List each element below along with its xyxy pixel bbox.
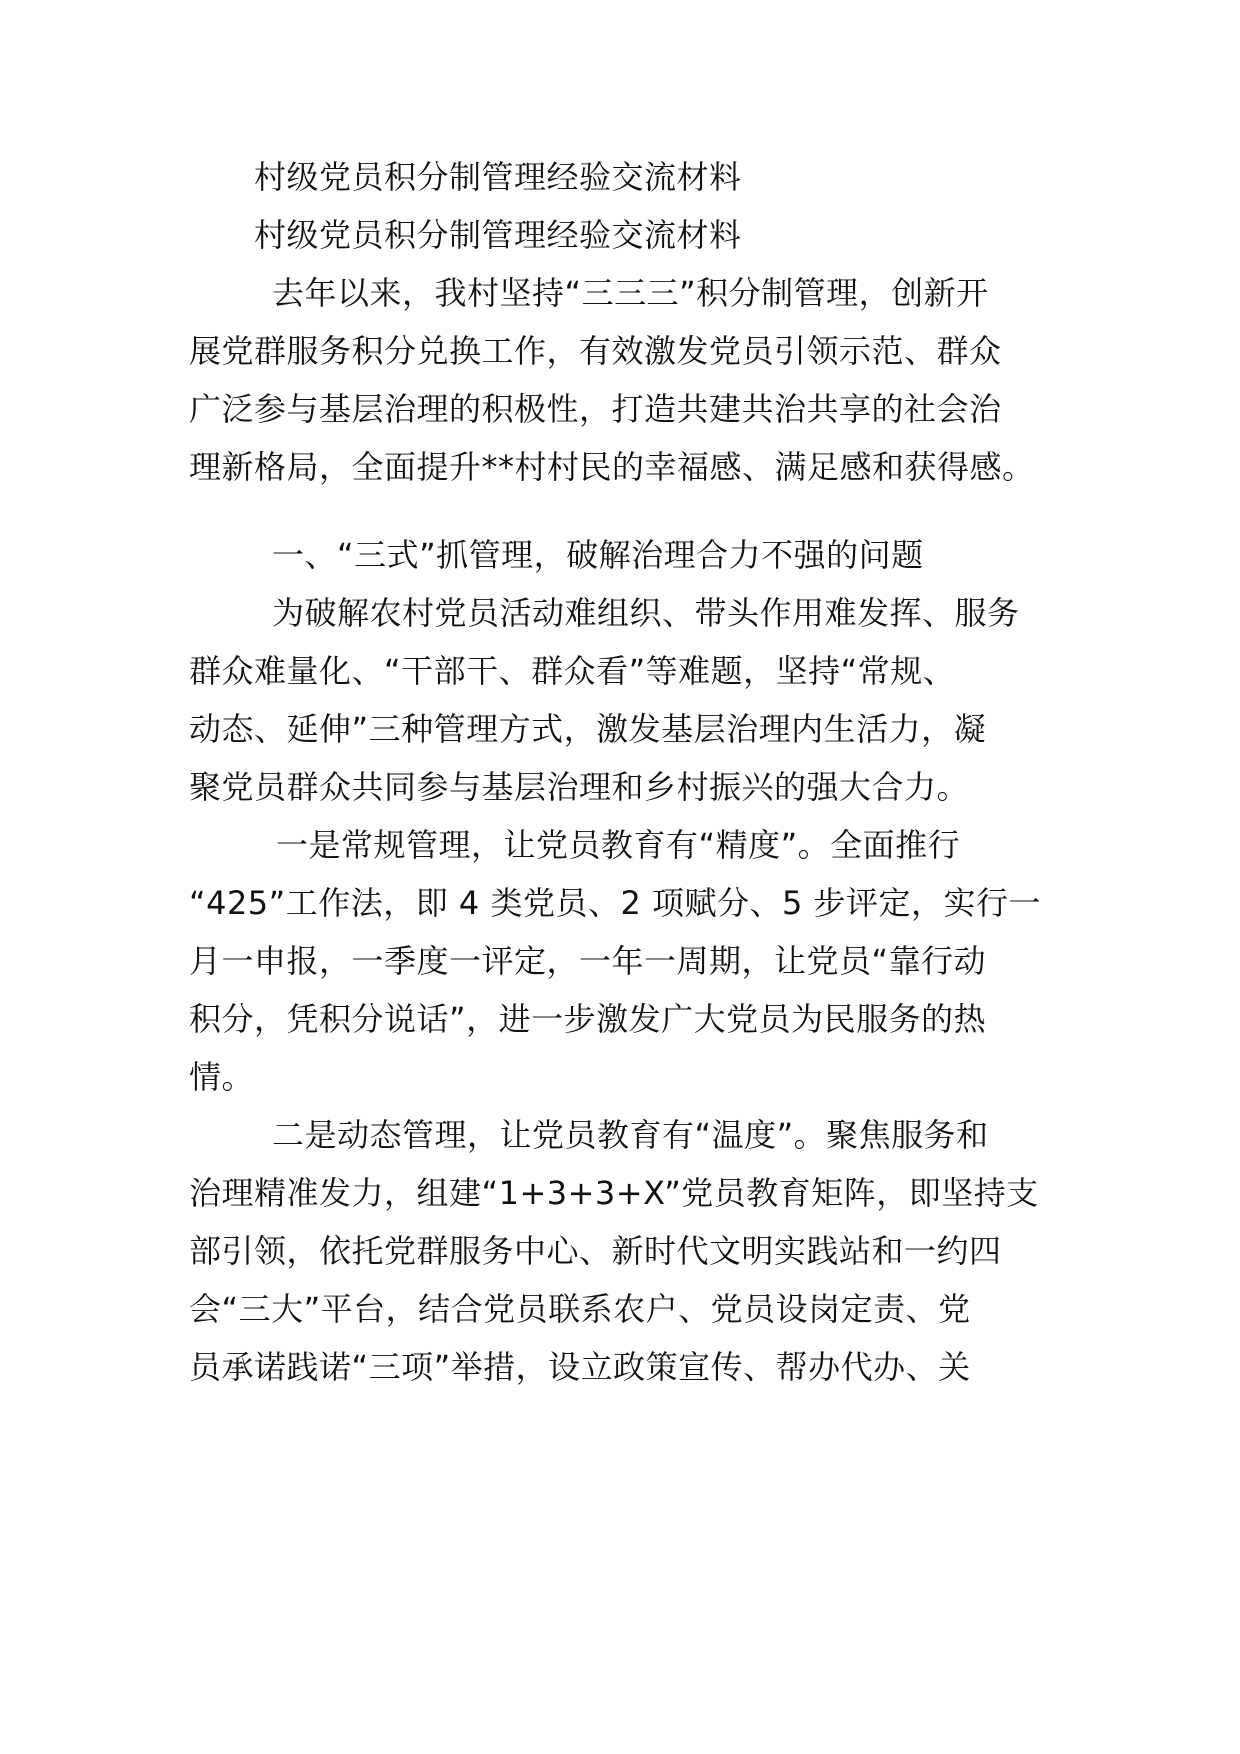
paragraph-routine-line-5: 情。 [189, 1058, 255, 1096]
paragraph-dynamic-line-1: 二是动态管理，让党员教育有“温度”。聚焦服务和 [272, 1116, 989, 1154]
paragraph-dynamic-line-4: 会“三大”平台，结合党员联系农户、党员设岗定责、党 [189, 1290, 971, 1328]
paragraph-routine-line-4: 积分，凭积分说话”，进一步激发广大党员为民服务的热 [189, 1000, 987, 1038]
paragraph-dynamic-line-5: 员承诺践诺“三项”举措，设立政策宣传、帮办代办、关 [189, 1348, 971, 1386]
paragraph-section1-line-2: 群众难量化、“干部干、群众看”等难题，坚持“常规、 [189, 652, 956, 690]
document-title: 村级党员积分制管理经验交流材料 [254, 158, 742, 196]
paragraph-section1-line-3: 动态、延伸”三种管理方式，激发基层治理内生活力，凝 [189, 710, 987, 748]
section-heading-1: 一、“三式”抓管理，破解治理合力不强的问题 [272, 536, 924, 574]
paragraph-intro-line-2: 展党群服务积分兑换工作，有效激发党员引领示范、群众 [189, 332, 1002, 370]
paragraph-intro-line-4: 理新格局，全面提升**村村民的幸福感、满足感和获得感。 [189, 448, 1035, 486]
paragraph-dynamic-line-2: 治理精准发力，组建“1+3+3+X”党员教育矩阵，即坚持支 [189, 1174, 1039, 1212]
paragraph-section1-line-4: 聚党员群众共同参与基层治理和乡村振兴的强大合力。 [189, 768, 970, 806]
paragraph-routine-line-1: 一是常规管理，让党员教育有“精度”。全面推行 [276, 826, 961, 864]
document-title-repeat: 村级党员积分制管理经验交流材料 [254, 216, 742, 254]
paragraph-routine-line-3: 月一申报，一季度一评定，一年一周期，让党员“靠行动 [189, 942, 987, 980]
paragraph-section1-line-1: 为破解农村党员活动难组织、带头作用难发挥、服务 [272, 594, 1020, 632]
paragraph-intro-line-3: 广泛参与基层治理的积极性，打造共建共治共享的社会治 [189, 390, 1002, 428]
paragraph-dynamic-line-3: 部引领，依托党群服务中心、新时代文明实践站和一约四 [189, 1232, 1002, 1270]
paragraph-intro-line-1: 去年以来，我村坚持“三三三”积分制管理，创新开 [272, 274, 989, 312]
paragraph-routine-line-2: “425”工作法，即 4 类党员、2 项赋分、5 步评定，实行一 [189, 884, 1042, 922]
